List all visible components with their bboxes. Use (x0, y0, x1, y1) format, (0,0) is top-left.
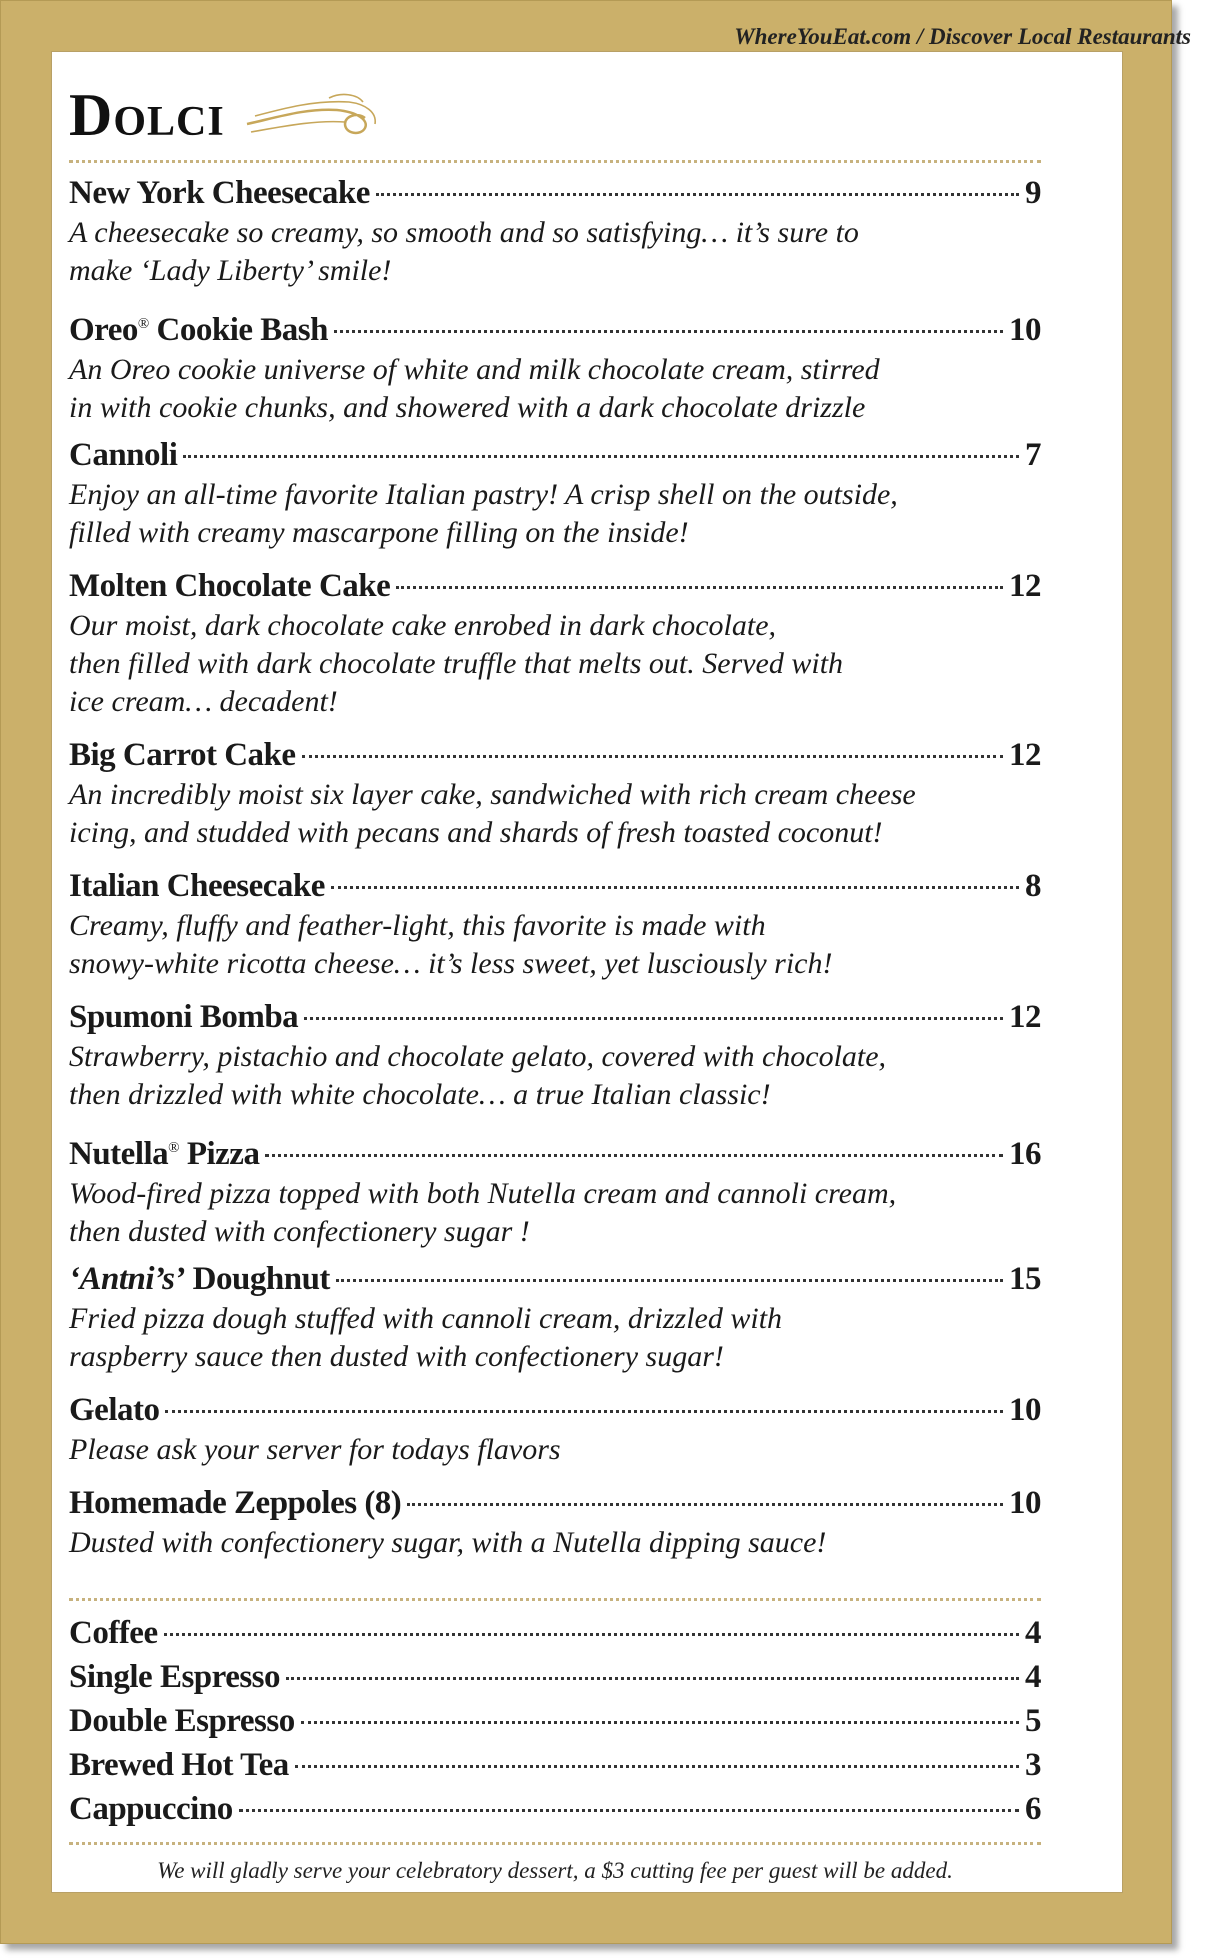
menu-item-name-text: Molten Chocolate Cake (69, 568, 391, 604)
dot-leader (336, 1279, 1003, 1282)
dessert-list (69, 172, 1041, 1575)
site-brand[interactable]: WhereYouEat.com / Discover Local Restaurants (734, 24, 1191, 49)
menu-item-name-text: Gelato (69, 1392, 160, 1428)
dot-leader (295, 1765, 1019, 1768)
menu-item-line (69, 1127, 1041, 1175)
cutting-fee-note: We will gladly serve your celebratory dessert, a $3 cutting fee per guest will be added. (157, 1858, 953, 1883)
menu-item-name (69, 865, 325, 907)
menu-item-name (69, 1127, 259, 1175)
drink-item (69, 1656, 1041, 1700)
menu-item-name-text: Cannoli (69, 437, 178, 473)
menu-item (69, 434, 1041, 565)
drink-name: Coffee (69, 1615, 158, 1651)
dot-leader (239, 1809, 1019, 1812)
dot-leader (302, 755, 1003, 758)
menu-item-line (69, 172, 1041, 214)
menu-item-description: make ‘Lady Liberty’ smile! (69, 254, 392, 287)
menu-item-line (69, 565, 1041, 607)
menu-item-description: An Oreo cookie universe of white and milk chocolate cream, stirred (69, 353, 880, 386)
drink-item (69, 1744, 1041, 1788)
dot-leader (407, 1503, 1003, 1506)
menu-item (69, 1482, 1041, 1575)
menu-item-description: filled with creamy mascarpone filling on the inside! (69, 516, 689, 549)
menu-item-price: 10 (1009, 1392, 1041, 1428)
menu-item-line (69, 303, 1041, 351)
menu-item-name-suffix: Doughnut (184, 1261, 330, 1297)
dot-leader (301, 1721, 1019, 1724)
menu-item (69, 865, 1041, 996)
dot-leader (286, 1677, 1019, 1680)
menu-item (69, 1258, 1041, 1389)
drink-price: 3 (1025, 1747, 1041, 1783)
menu-item-name (69, 434, 177, 476)
drink-name: Brewed Hot Tea (69, 1747, 289, 1783)
flourish-ornament-icon (245, 90, 385, 144)
menu-item-name (69, 172, 370, 214)
drink-name: Cappuccino (69, 1791, 233, 1827)
menu-item-name (69, 1389, 159, 1431)
drink-list (69, 1612, 1041, 1832)
menu-item-price: 8 (1025, 868, 1041, 904)
menu-item-description: in with cookie chunks, and showered with a dark chocolate drizzle (69, 391, 866, 424)
menu-item-description: raspberry sauce then dusted with confectionery sugar! (69, 1340, 724, 1373)
menu-item-description: Please ask your server for todays flavors (69, 1433, 561, 1466)
menu-item-line (69, 1389, 1041, 1431)
menu-item-description: ice cream… decadent! (69, 685, 338, 718)
menu-item (69, 565, 1041, 734)
menu-item-price: 15 (1009, 1261, 1041, 1297)
menu-item-price: 16 (1009, 1136, 1041, 1172)
section-divider (69, 160, 1041, 163)
menu-item-description: Fried pizza dough stuffed with cannoli cream, drizzled with (69, 1302, 783, 1335)
menu-item-description: then filled with dark chocolate truffle that melts out. Served with (69, 647, 844, 680)
drink-price: 4 (1025, 1659, 1041, 1695)
drink-item (69, 1612, 1041, 1656)
drinks-divider (69, 1598, 1041, 1601)
drink-name: Double Espresso (69, 1703, 295, 1739)
menu-item-name-text: Oreo (69, 312, 138, 348)
dot-leader (304, 1017, 1003, 1020)
dot-leader (376, 193, 1019, 196)
menu-item-name-text: Big Carrot Cake (69, 737, 296, 773)
menu-item-name-quote: ‘Antni’s’ (69, 1261, 185, 1297)
menu-item-price: 12 (1009, 568, 1041, 604)
dot-leader (183, 455, 1019, 458)
menu-item-price: 10 (1009, 1485, 1041, 1521)
menu-item-name-text: Homemade Zeppoles (8) (69, 1485, 402, 1521)
menu-item-price: 12 (1009, 737, 1041, 773)
dot-leader (334, 330, 1003, 333)
menu-item-line (69, 434, 1041, 476)
menu-item-description: Strawberry, pistachio and chocolate gelato, covered with chocolate, (69, 1040, 887, 1073)
menu-item-price: 10 (1009, 312, 1041, 348)
menu-item-name (69, 996, 298, 1038)
section-title: Dolci (69, 81, 225, 148)
menu-item-name-text: Spumoni Bomba (69, 999, 299, 1035)
menu-item-description: snowy-white ricotta cheese… it’s less sweet, yet lusciously rich! (69, 947, 833, 980)
menu-item-line (69, 996, 1041, 1038)
registered-mark: ® (168, 1140, 180, 1156)
drink-name: Single Espresso (69, 1659, 281, 1695)
drink-item (69, 1788, 1041, 1832)
menu-item-description: then drizzled with white chocolate… a true Italian classic! (69, 1078, 771, 1111)
menu-item-description: A cheesecake so creamy, so smooth and so satisfying… it’s sure to (69, 216, 859, 249)
menu-item-name-suffix: Pizza (179, 1136, 260, 1172)
menu-item-name-text: New York Cheesecake (69, 175, 370, 211)
menu-item-line (69, 1482, 1041, 1524)
menu-item-description: then dusted with confectionery sugar ! (69, 1215, 530, 1248)
menu-item (69, 996, 1041, 1127)
menu-item-description: Creamy, fluffy and feather-light, this favorite is made with (69, 909, 766, 942)
dot-leader (331, 886, 1019, 889)
menu-item-description: icing, and studded with pecans and shards of fresh toasted coconut! (69, 816, 883, 849)
menu-item (69, 303, 1041, 434)
menu-item-price: 7 (1025, 437, 1041, 473)
drink-item (69, 1700, 1041, 1744)
dot-leader (265, 1154, 1003, 1157)
menu-item-line (69, 865, 1041, 907)
menu-item-line (69, 734, 1041, 776)
drink-price: 4 (1025, 1615, 1041, 1651)
menu-item-name (69, 1258, 330, 1300)
menu-item-description: Our moist, dark chocolate cake enrobed in dark chocolate, (69, 609, 777, 642)
footer-divider (69, 1842, 1041, 1845)
menu-item-description: An incredibly moist six layer cake, sandwiched with rich cream cheese (69, 778, 916, 811)
menu-item-name (69, 565, 390, 607)
menu-item-price: 9 (1025, 175, 1041, 211)
menu-item-name-suffix: Cookie Bash (148, 312, 328, 348)
menu-item-price: 12 (1009, 999, 1041, 1035)
registered-mark: ® (137, 316, 149, 332)
menu-item (69, 734, 1041, 865)
menu-item (69, 1127, 1041, 1258)
menu-item-description: Dusted with confectionery sugar, with a Nutella dipping sauce! (69, 1526, 827, 1559)
menu-item (69, 172, 1041, 303)
dot-leader (396, 586, 1003, 589)
menu-item-line (69, 1258, 1041, 1300)
dot-leader (164, 1633, 1019, 1636)
menu-item-name (69, 303, 328, 351)
menu-item-name (69, 1482, 401, 1524)
menu-item-description: Wood-fired pizza topped with both Nutella cream and cannoli cream, (69, 1177, 897, 1210)
menu-item-name-text: Italian Cheesecake (69, 868, 325, 904)
menu-item (69, 1389, 1041, 1482)
menu-item-name-text: Nutella (69, 1136, 169, 1172)
drink-price: 5 (1025, 1703, 1041, 1739)
dot-leader (165, 1410, 1003, 1413)
drink-price: 6 (1025, 1791, 1041, 1827)
section-header (69, 80, 385, 150)
menu-item-description: Enjoy an all-time favorite Italian pastry! A crisp shell on the outside, (69, 478, 898, 511)
menu-item-name (69, 734, 296, 776)
